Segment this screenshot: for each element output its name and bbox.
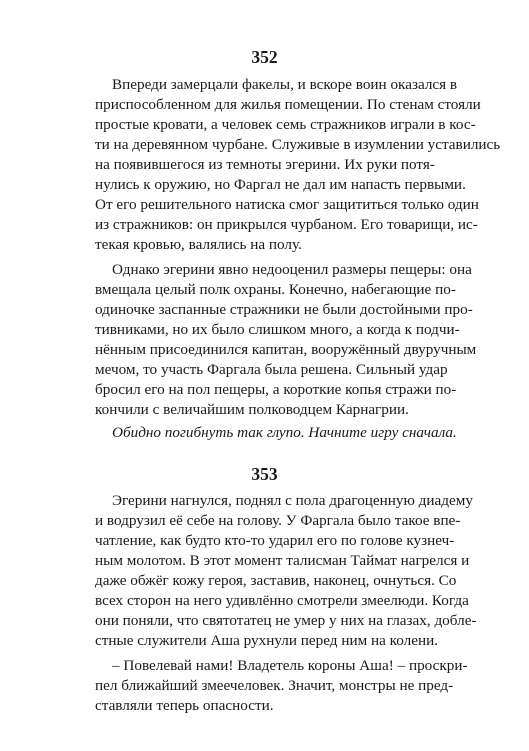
text-line: Эгерини нагнулся, поднял с пола драгоценную диадему	[112, 492, 473, 509]
text-line: От его решительного натиска смог защититься только один	[95, 196, 479, 213]
text-line: одиночке заспанные стражники не были достойными про-	[95, 301, 473, 318]
text-line: они поняли, что святотатец не умер у них на глазах, добле-	[95, 612, 477, 629]
text-line: текая кровью, валялись на полу.	[95, 236, 302, 253]
text-line: мечом, то участь Фаргала была решена. Сильный удар	[95, 361, 448, 378]
text-line: и водрузил её себе на голову. У Фаргала было такое впе-	[95, 512, 461, 529]
text-line: чатление, как будто кто-то ударил его по голове кузнеч-	[95, 532, 455, 549]
text-line: всех сторон на него удивлённо смотрели змеелюди. Когда	[95, 592, 469, 609]
text-line: бросил его на пол пещеры, а короткие копья стражи по-	[95, 381, 457, 398]
section-number: 352	[251, 47, 278, 67]
text-line: ставляли теперь опасности.	[95, 697, 274, 714]
section-number: 353	[251, 464, 278, 484]
text-line: ти на деревянном чурбане. Служивые в изумлении уставились	[95, 136, 501, 153]
text-line: пел ближайший змеечеловек. Значит, монстры не пред-	[95, 677, 454, 694]
text-line: Однако эгерини явно недооценил размеры пещеры: она	[112, 261, 472, 278]
text-line: простые кровати, а человек семь стражников играли в кос-	[95, 116, 476, 133]
text-line: Впереди замерцали факелы, и вскоре воин оказался в	[112, 76, 458, 93]
text-line: даже обжёг кожу героя, заставив, наконец, очнуться. Со	[95, 572, 457, 589]
text-line: стные служители Аша рухнули перед ним на колени.	[95, 632, 439, 649]
text-line: из стражников: он прикрылся чурбаном. Его товарищи, ис-	[95, 216, 478, 233]
text-line: ным молотом. В этот момент талисман Таймат нагрелся и	[95, 552, 470, 569]
text-line: кончили с величайшим полководцем Карнагрии.	[95, 401, 409, 418]
text-line: тивниками, но их было слишком много, а когда к подчи-	[95, 321, 460, 338]
text-line: нулись к оружию, но Фаргал не дал им напасть первыми.	[95, 176, 466, 193]
text-line: приспособленном для жилья помещении. По стенам стояли	[95, 96, 481, 113]
text-line: Обидно погибнуть так глупо. Начните игру сначала.	[112, 424, 457, 441]
text-line: на появившегося из темноты эгерини. Их руки потя-	[95, 156, 435, 173]
text-line: – Повелевай нами! Владетель короны Аша! – проскри-	[112, 657, 468, 674]
text-line: нённым присоединился капитан, вооружённый двуручным	[95, 341, 477, 358]
text-line: вмещала целый полк охраны. Конечно, набегающие по-	[95, 281, 456, 298]
